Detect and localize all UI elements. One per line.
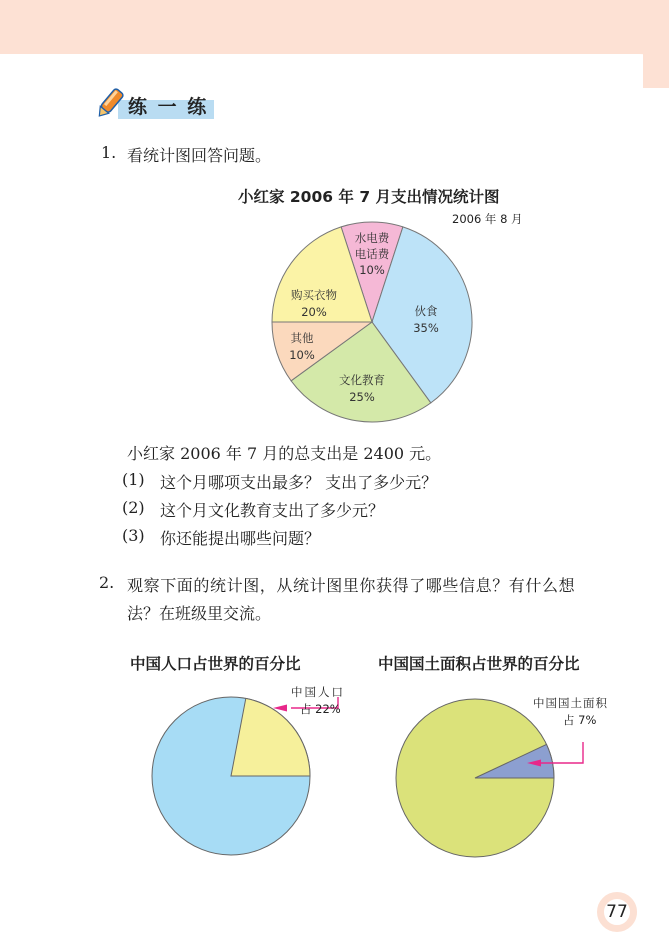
slice-label: 水电费 [354, 231, 390, 245]
section-title-text: 练 一 练 [128, 96, 209, 118]
land-chart-title: 中国国土面积占世界的百分比 [378, 655, 580, 673]
population-chart-title: 中国人口占世界的百分比 [130, 655, 301, 673]
slice-percent: 35% [413, 321, 439, 335]
slice-label: 伙食 [414, 304, 438, 318]
slice-percent: 25% [349, 390, 375, 404]
section-title [92, 86, 214, 122]
question-2-text: 这个月文化教育支出了多少元？ [160, 501, 385, 520]
exercise-1-prompt: 看统计图回答问题。 [127, 146, 272, 165]
exercise-1-number: 1. [101, 143, 117, 162]
question-1-text: 这个月哪项支出最多？ 支出了多少元？ [160, 473, 438, 492]
land-callout-line1: 中国国土面积 [533, 696, 608, 710]
question-3-number: (3) [122, 526, 145, 545]
question-1-number: (1) [122, 470, 145, 489]
slice-percent: 20% [301, 305, 327, 319]
slice-label: 电话费 [354, 247, 390, 261]
question-2-number: (2) [122, 498, 145, 517]
header-side-band [643, 54, 669, 88]
header-band [0, 0, 669, 54]
slice-label: 其他 [290, 331, 314, 345]
population-callout-line1: 中国人口 [291, 685, 345, 699]
chart-title: 小红家 2006 年 7 月支出情况统计图 [238, 188, 500, 206]
question-3-text: 你还能提出哪些问题？ [160, 529, 321, 548]
total-statement: 小红家 2006 年 7 月的总支出是 2400 元。 [127, 444, 442, 463]
exercise-2-prompt-line2: 法？在班级里交流。 [127, 604, 272, 623]
exercise-2-number: 2. [99, 573, 115, 592]
slice-percent: 10% [359, 263, 385, 277]
exercise-2-prompt-line1: 观察下面的统计图，从统计图里你获得了哪些信息？有什么想 [127, 576, 576, 595]
marker-pen-icon [92, 86, 128, 122]
slice-label: 购买衣物 [291, 288, 337, 302]
page-number: 77 [597, 892, 637, 932]
slice-label: 文化教育 [339, 373, 385, 387]
slice-percent: 10% [289, 348, 315, 362]
chart-date: 2006 年 8 月 [452, 212, 523, 226]
land-callout-line2: 占 7% [563, 713, 597, 727]
population-callout-line2: 占 22% [300, 702, 341, 716]
header-corner [613, 54, 643, 88]
expense-pie-chart [262, 212, 484, 434]
